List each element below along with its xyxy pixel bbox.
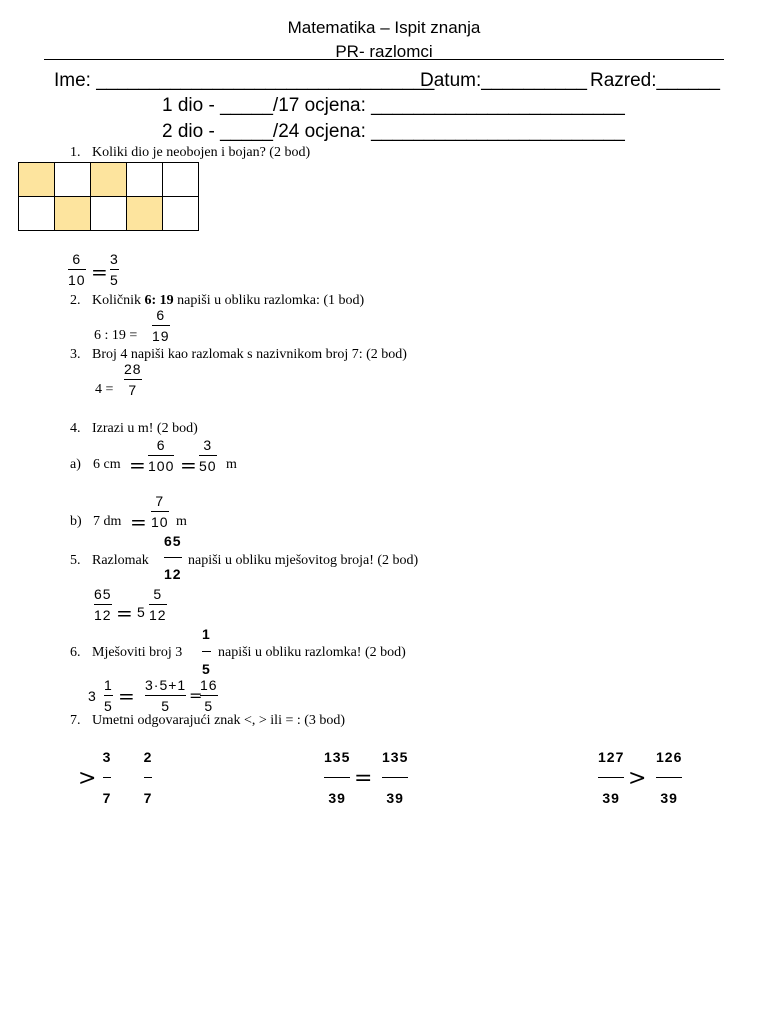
numerator: 28 [124, 361, 142, 377]
grid-cell [163, 197, 199, 231]
q6-text-pre: Mješoviti broj 3 [92, 645, 183, 660]
numerator: 5 [153, 586, 163, 602]
fraction-grid [18, 162, 199, 231]
grid-cell [91, 197, 127, 231]
comparison-3-fraction-left [598, 750, 624, 805]
q6-fraction-1 [104, 678, 113, 713]
numerator: 126 [656, 749, 683, 765]
denominator: 5 [110, 272, 119, 288]
q2-number: 2. [70, 293, 81, 308]
q2-lhs: 6 : 19 = [94, 328, 138, 343]
q5-number: 5. [70, 553, 81, 568]
equals-sign: = [118, 684, 135, 708]
q1-fraction-1 [68, 252, 86, 287]
numerator: 65 [94, 586, 112, 602]
q4a-fraction-2 [199, 438, 217, 473]
denominator: 50 [199, 458, 217, 474]
numerator: 127 [598, 749, 625, 765]
q4a-lhs: 6 cm [93, 457, 121, 472]
q2-text-post: napiši u obliku razlomka: (1 bod) [173, 293, 365, 308]
q5-answer-fraction [94, 587, 112, 622]
equals-sign: = [180, 453, 197, 477]
part1-score-line: 1 dio - _____/17 ocjena: ________________________ [162, 95, 625, 116]
grid-cell [55, 197, 91, 231]
grid-row [19, 197, 199, 231]
q3-number: 3. [70, 347, 81, 362]
numerator: 135 [324, 749, 351, 765]
q2-text [92, 293, 364, 309]
grid-cell [127, 197, 163, 231]
q2-bold-quotient: 6: 19 [144, 293, 174, 308]
comparison-3-fraction-right [656, 750, 682, 805]
comparison-3-sign: > [628, 766, 647, 791]
q4a-fraction-1 [148, 438, 174, 473]
q4a-unit: m [226, 457, 237, 472]
denominator: 100 [148, 458, 175, 474]
denominator: 39 [602, 790, 620, 806]
q3-text: Broj 4 napiši kao razlomak s nazivnikom broj 7: (2 bod) [92, 347, 407, 362]
q4b-fraction [151, 494, 169, 529]
q1-text: Koliki dio je neobojen i bojan? (2 bod) [92, 145, 311, 160]
date-field: Datum:__________ [420, 70, 587, 91]
denominator: 5 [161, 698, 170, 714]
q4a-label: a) [70, 457, 81, 472]
denominator: 7 [128, 382, 138, 398]
q4-number: 4. [70, 421, 81, 436]
comparison-2-fraction-right [382, 750, 408, 805]
equals-sign: = [91, 260, 108, 284]
part2-score-line: 2 dio - _____/24 ocjena: ________________________ [162, 121, 625, 142]
grid-cell [163, 163, 199, 197]
denominator: 5 [202, 661, 211, 677]
numerator: 6 [156, 307, 166, 323]
grid-row [19, 163, 199, 197]
class-field: Razred:______ [590, 70, 720, 91]
numerator: 16 [200, 677, 218, 693]
numerator: 7 [155, 493, 165, 509]
denominator: 5 [204, 698, 214, 714]
equals-sign: = [130, 510, 147, 534]
q1-number: 1. [70, 145, 81, 160]
grid-cell [19, 163, 55, 197]
denominator: 12 [149, 607, 167, 623]
denominator: 7 [102, 790, 112, 806]
grid-cell [127, 163, 163, 197]
q5-mixed-fraction [149, 587, 167, 622]
q6-whole: 3 [88, 688, 96, 704]
comparison-2-sign: = [354, 766, 373, 791]
comparison-1-sign: > [78, 766, 97, 791]
q1-fraction-2 [110, 252, 119, 287]
q6-fraction-3 [200, 678, 218, 713]
q5-fraction-inline [164, 534, 182, 581]
denominator: 12 [164, 566, 182, 582]
equals-sign: = [116, 601, 133, 625]
denominator: 5 [104, 698, 113, 714]
numerator: 1 [104, 677, 113, 693]
denominator: 19 [152, 328, 170, 344]
denominator: 7 [143, 790, 153, 806]
q5-whole: 5 [137, 604, 145, 620]
denominator: 39 [328, 790, 346, 806]
numerator: 1 [202, 626, 211, 642]
comparison-1-fraction-left [101, 750, 113, 805]
grid-cell [91, 163, 127, 197]
q5-text-post: napiši u obliku mješovitog broja! (2 bod) [188, 553, 419, 568]
q7-number: 7. [70, 713, 81, 728]
numerator: 135 [382, 749, 409, 765]
numerator: 3 [102, 749, 112, 765]
denominator: 39 [386, 790, 404, 806]
q5-text-pre: Razlomak [92, 553, 149, 568]
denominator: 10 [151, 514, 169, 530]
q4-text: Izrazi u m! (2 bod) [92, 421, 198, 436]
q6-text-post: napiši u obliku razlomka! (2 bod) [218, 645, 406, 660]
denominator: 12 [94, 607, 112, 623]
name-field: Ime: ________________________________ [54, 70, 435, 91]
denominator: 39 [660, 790, 678, 806]
q4b-unit: m [176, 514, 187, 529]
numerator: 3·5+1 [145, 677, 187, 693]
equals-sign: = [129, 453, 146, 477]
q2-text-pre: Količnik [92, 293, 145, 308]
grid-cell [55, 163, 91, 197]
q2-fraction [152, 308, 170, 343]
page-subtitle: PR- razlomci [335, 42, 433, 61]
equals-sign: = [189, 686, 203, 705]
numerator: 3 [110, 251, 119, 267]
q6-fraction-2 [145, 678, 186, 713]
denominator: 10 [68, 272, 86, 288]
page-title: Matematika – Ispit znanja [287, 18, 481, 37]
q6-fraction-inline [202, 627, 211, 676]
grid-cell [19, 197, 55, 231]
numerator: 65 [164, 533, 182, 549]
q6-number: 6. [70, 645, 81, 660]
numerator: 2 [143, 749, 153, 765]
q3-fraction [124, 362, 142, 397]
q7-text: Umetni odgovarajući znak <, > ili = : (3 bod) [92, 713, 346, 728]
q4b-lhs: 7 dm [93, 514, 122, 529]
q3-lhs: 4 = [95, 382, 114, 397]
numerator: 6 [72, 251, 82, 267]
header-rule [44, 59, 724, 60]
comparison-2-fraction-left [324, 750, 350, 805]
numerator: 6 [156, 437, 166, 453]
q4b-label: b) [70, 514, 82, 529]
comparison-1-fraction-right [142, 750, 154, 805]
numerator: 3 [203, 437, 213, 453]
